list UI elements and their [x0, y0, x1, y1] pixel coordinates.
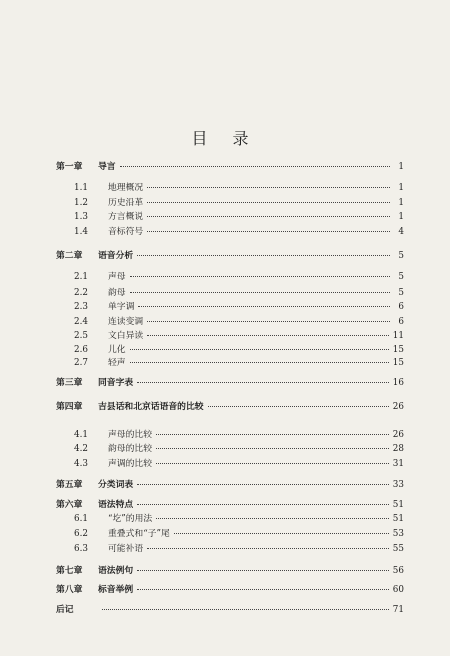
toc-entry-title: 单字调	[108, 302, 135, 312]
toc-section-row	[56, 512, 404, 526]
toc-entry-title: 文白异读	[108, 331, 144, 341]
toc-page-number: 15	[392, 358, 404, 368]
toc-entry-number: 2.5	[74, 331, 88, 341]
toc-page-number: 4	[398, 227, 404, 237]
toc-entry-number: 1.3	[74, 212, 88, 222]
toc-entry-number: 第四章	[56, 402, 83, 412]
toc-entry-number: 2.3	[74, 302, 88, 312]
toc-page-number: 1	[398, 212, 404, 222]
dot-leader	[147, 215, 390, 217]
toc-entry-title: 韵母的比较	[108, 444, 152, 454]
toc-entry-title: “圪”的用法	[108, 514, 153, 524]
toc-section-row	[56, 343, 404, 357]
toc-section-row	[56, 270, 404, 284]
toc-section-row	[56, 356, 404, 370]
dot-leader	[147, 230, 390, 232]
toc-entry-number: 第二章	[56, 251, 83, 261]
toc-page-number: 1	[398, 198, 404, 208]
dot-leader	[130, 291, 390, 293]
dot-leader	[130, 275, 390, 277]
toc-entry-number: 1.2	[74, 198, 88, 208]
toc-section-row	[56, 210, 404, 224]
toc-page-number: 56	[392, 566, 404, 576]
toc-entry-title: 语法特点	[98, 500, 134, 510]
dot-leader	[147, 320, 390, 322]
toc-section-row	[56, 196, 404, 210]
toc-page-number: 71	[392, 605, 404, 615]
toc-section-row	[56, 181, 404, 195]
toc-entry-title: 儿化	[108, 345, 126, 355]
toc-page-number: 5	[398, 251, 404, 261]
toc-chapter-row	[56, 564, 404, 578]
toc-section-row	[56, 329, 404, 343]
toc-entry-title: 地理概况	[108, 183, 144, 193]
toc-section-row	[56, 527, 404, 541]
dot-leader	[174, 532, 389, 534]
toc-entry-title: 重叠式和“子”尾	[108, 529, 170, 539]
toc-page-number: 26	[392, 430, 404, 440]
toc-entry-title: 导言	[98, 162, 116, 172]
dot-leader	[137, 503, 389, 505]
page-title: 目 录	[191, 129, 259, 148]
toc-section-row	[56, 286, 404, 300]
toc-section-row	[56, 315, 404, 329]
toc-entry-title: 语法例句	[98, 566, 134, 576]
toc-entry-title: 语音分析	[98, 251, 134, 261]
toc-section-row	[56, 428, 404, 442]
dot-leader	[156, 433, 389, 435]
toc-entry-title: 同音字表	[98, 378, 134, 388]
toc-entry-number: 第六章	[56, 500, 83, 510]
toc-section-row	[56, 300, 404, 314]
toc-entry-title: 标音举例	[98, 585, 134, 595]
dot-leader	[208, 405, 389, 407]
toc-section-row	[56, 225, 404, 239]
toc-page-number: 55	[392, 544, 404, 554]
dot-leader	[120, 165, 390, 167]
toc-entry-number: 第五章	[56, 480, 83, 490]
toc-chapter-row	[56, 249, 404, 263]
dot-leader	[137, 569, 389, 571]
toc-page-number: 53	[392, 529, 404, 539]
dot-leader	[137, 588, 389, 590]
toc-entry-title: 历史沿革	[108, 198, 144, 208]
toc-entry-number: 2.1	[74, 272, 88, 282]
toc-page-number: 11	[392, 331, 404, 341]
toc-page-number: 5	[398, 288, 404, 298]
dot-leader	[130, 361, 389, 363]
toc-entry-number: 6.1	[74, 514, 88, 524]
dot-leader	[147, 334, 389, 336]
toc-chapter-row	[56, 400, 404, 414]
toc-entry-title: 声母的比较	[108, 430, 152, 440]
toc-section-row	[56, 542, 404, 556]
dot-leader	[102, 608, 389, 610]
toc-page-number: 33	[392, 480, 404, 490]
toc-page-number: 1	[398, 183, 404, 193]
toc-entry-number: 4.1	[74, 430, 88, 440]
dot-leader	[137, 381, 389, 383]
toc-page-number: 28	[392, 444, 404, 454]
toc-entry-number: 2.2	[74, 288, 88, 298]
toc-page-number: 51	[392, 500, 404, 510]
dot-leader	[147, 186, 390, 188]
toc-chapter-row	[56, 376, 404, 390]
dot-leader	[137, 254, 390, 256]
toc-chapter-row	[56, 583, 404, 597]
toc-entry-number: 第七章	[56, 566, 83, 576]
dot-leader	[156, 517, 389, 519]
toc-entry-title: 轻声	[108, 358, 126, 368]
toc-chapter-row	[56, 498, 404, 512]
toc-entry-title: 声调的比较	[108, 459, 152, 469]
toc-chapter-row	[56, 603, 404, 617]
dot-leader	[156, 447, 389, 449]
toc-page-number: 16	[392, 378, 404, 388]
dot-leader	[147, 547, 389, 549]
toc-entry-title: 分类词表	[98, 480, 134, 490]
toc-section-row	[56, 442, 404, 456]
toc-entry-title: 音标符号	[108, 227, 144, 237]
dot-leader	[137, 483, 389, 485]
toc-page-number: 5	[398, 272, 404, 282]
toc-page-number: 26	[392, 402, 404, 412]
toc-entry-title: 连读变调	[108, 317, 144, 327]
toc-entry-title: 可能补语	[108, 544, 144, 554]
toc-entry-number: 4.2	[74, 444, 88, 454]
toc-chapter-row	[56, 478, 404, 492]
toc-entry-number: 4.3	[74, 459, 88, 469]
toc-entry-number: 1.1	[74, 183, 88, 193]
dot-leader	[147, 201, 390, 203]
toc-page-number: 1	[398, 162, 404, 172]
toc-page-number: 6	[398, 302, 404, 312]
dot-leader	[130, 348, 389, 350]
toc-entry-number: 6.2	[74, 529, 88, 539]
toc-entry-title: 韵母	[108, 288, 126, 298]
toc-page-number: 6	[398, 317, 404, 327]
toc-page-number: 51	[392, 514, 404, 524]
toc-entry-title: 吉县话和北京话语音的比较	[98, 402, 204, 412]
toc-entry-number: 第三章	[56, 378, 83, 388]
toc-entry-number: 第一章	[56, 162, 83, 172]
dot-leader	[156, 462, 389, 464]
toc-entry-number: 后记	[56, 605, 74, 615]
toc-entry-number: 6.3	[74, 544, 88, 554]
toc-entry-number: 2.7	[74, 358, 88, 368]
toc-entry-number: 第八章	[56, 585, 83, 595]
toc-chapter-row	[56, 160, 404, 174]
toc-entry-title: 方言概说	[108, 212, 144, 222]
toc-page-number: 31	[392, 459, 404, 469]
toc-entry-number: 1.4	[74, 227, 88, 237]
toc-page-number: 60	[392, 585, 404, 595]
toc-entry-number: 2.6	[74, 345, 88, 355]
dot-leader	[138, 305, 390, 307]
toc-entry-title: 声母	[108, 272, 126, 282]
toc-entry-number: 2.4	[74, 317, 88, 327]
toc-page-number: 15	[392, 345, 404, 355]
toc-section-row	[56, 457, 404, 471]
